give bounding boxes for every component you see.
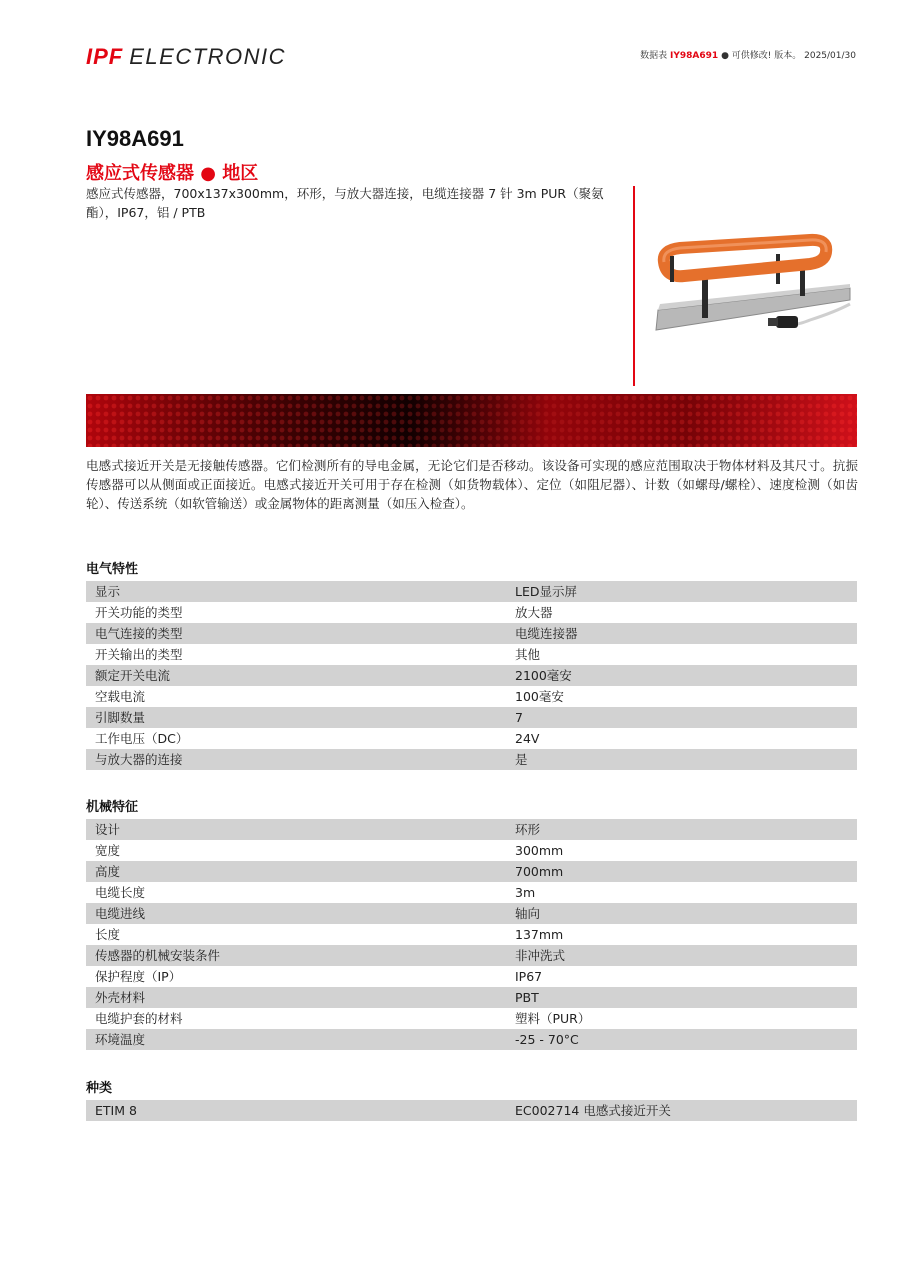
spec-value: 7 (515, 710, 523, 725)
spec-row (86, 945, 857, 966)
spec-value: 是 (515, 752, 528, 767)
datasheet-meta (640, 48, 856, 61)
decorative-banner (86, 394, 857, 447)
product-image (650, 232, 855, 342)
spec-row (86, 623, 857, 644)
spec-value: 其他 (515, 647, 541, 662)
spec-value: 放大器 (515, 605, 553, 620)
spec-key: 电气连接的类型 (95, 626, 183, 641)
spec-value: 2100毫安 (515, 668, 572, 683)
spec-row (86, 707, 857, 728)
spec-key: 开关功能的类型 (95, 605, 183, 620)
spec-key: 高度 (95, 864, 121, 879)
company-logo (86, 42, 286, 72)
spec-key: 开关输出的类型 (95, 647, 183, 662)
spec-key: ETIM 8 (95, 1103, 137, 1118)
product-subtitle: 感应式传感器 ● 地区 (86, 163, 259, 184)
spec-row (86, 966, 857, 987)
logo-brand: IPF (86, 44, 124, 69)
section-title: 电气特性 (86, 562, 139, 577)
spec-value: 700mm (515, 864, 564, 879)
meta-prefix: 数据表 (640, 51, 668, 61)
spec-row (86, 1008, 857, 1029)
spec-key: 传感器的机械安装条件 (95, 948, 221, 963)
spec-row (86, 861, 857, 882)
meta-suffix: ● 可供修改! 版本。 2025/01/30 (721, 51, 856, 61)
spec-value: EC002714 电感式接近开关 (515, 1103, 671, 1118)
spec-key: 环境温度 (95, 1032, 146, 1047)
spec-value: LED显示屏 (515, 584, 577, 599)
spec-value: 3m (515, 885, 536, 900)
spec-row (86, 819, 857, 840)
spec-key: 电缆长度 (95, 885, 146, 900)
spec-key: 外壳材料 (95, 990, 146, 1005)
spec-row (86, 987, 857, 1008)
product-title: IY98A691 (86, 126, 184, 151)
meta-code: IY98A691 (670, 51, 719, 61)
spec-key: 额定开关电流 (95, 668, 171, 683)
spec-value: PBT (515, 990, 539, 1005)
spec-value: 300mm (515, 843, 564, 858)
divider-line (633, 186, 635, 386)
spec-row (86, 644, 857, 665)
spec-row (86, 903, 857, 924)
spec-key: 引脚数量 (95, 710, 146, 725)
spec-value: 塑料（PUR） (515, 1011, 591, 1026)
spec-key: 工作电压（DC） (95, 731, 189, 746)
section-classification (86, 1079, 857, 1121)
spec-key: 空载电流 (95, 689, 146, 704)
spec-key: 电缆进线 (95, 906, 146, 921)
spec-row (86, 882, 857, 903)
spec-row (86, 924, 857, 945)
spec-key: 设计 (95, 822, 121, 837)
spec-row (86, 602, 857, 623)
spec-value: 137mm (515, 927, 564, 942)
spec-row (86, 1029, 857, 1050)
spec-value: IP67 (515, 969, 543, 984)
spec-row (86, 1100, 857, 1121)
section-mechanical (86, 798, 857, 1050)
spec-key: 与放大器的连接 (95, 752, 183, 767)
spec-value: 环形 (515, 822, 541, 837)
spec-row (86, 840, 857, 861)
section-electrical (86, 560, 857, 770)
spec-key: 长度 (95, 927, 121, 942)
spec-key: 显示 (95, 584, 121, 599)
spec-value: 非冲洗式 (515, 948, 566, 963)
spec-row (86, 728, 857, 749)
spec-row (86, 665, 857, 686)
spec-key: 宽度 (95, 843, 121, 858)
logo-text: ELECTRONIC (129, 44, 287, 69)
intro-text: 电感式接近开关是无接触传感器。它们检测所有的导电金属，无论它们是否移动。该设备可实现的感应范围取决于物体材料及其尺寸。抗振传感器可以从侧面或正面接近。电感式接近开关可用于存在检测（如货物载体）、定位（如阻尼器）、计数（如螺母/螺栓）、速度检测（如齿轮）、传送系统（如软管输送）或金属物体的距离测量（如压入检查）。 (86, 458, 858, 511)
spec-value: -25 - 70°C (515, 1032, 579, 1047)
spec-value: 电缆连接器 (515, 626, 578, 641)
section-title: 机械特征 (86, 800, 139, 815)
spec-value: 100毫安 (515, 689, 564, 704)
spec-row (86, 749, 857, 770)
spec-row (86, 686, 857, 707)
product-description: 感应式传感器，700x137x300mm，环形，与放大器连接，电缆连接器 7 针 3m PUR（聚氨酯），IP67，铝 / PTB (86, 186, 604, 220)
spec-row (86, 581, 857, 602)
spec-value: 24V (515, 731, 540, 746)
spec-key: 保护程度（IP） (95, 969, 182, 984)
section-title: 种类 (86, 1081, 113, 1096)
spec-key: 电缆护套的材料 (95, 1011, 183, 1026)
spec-value: 轴向 (515, 906, 541, 921)
